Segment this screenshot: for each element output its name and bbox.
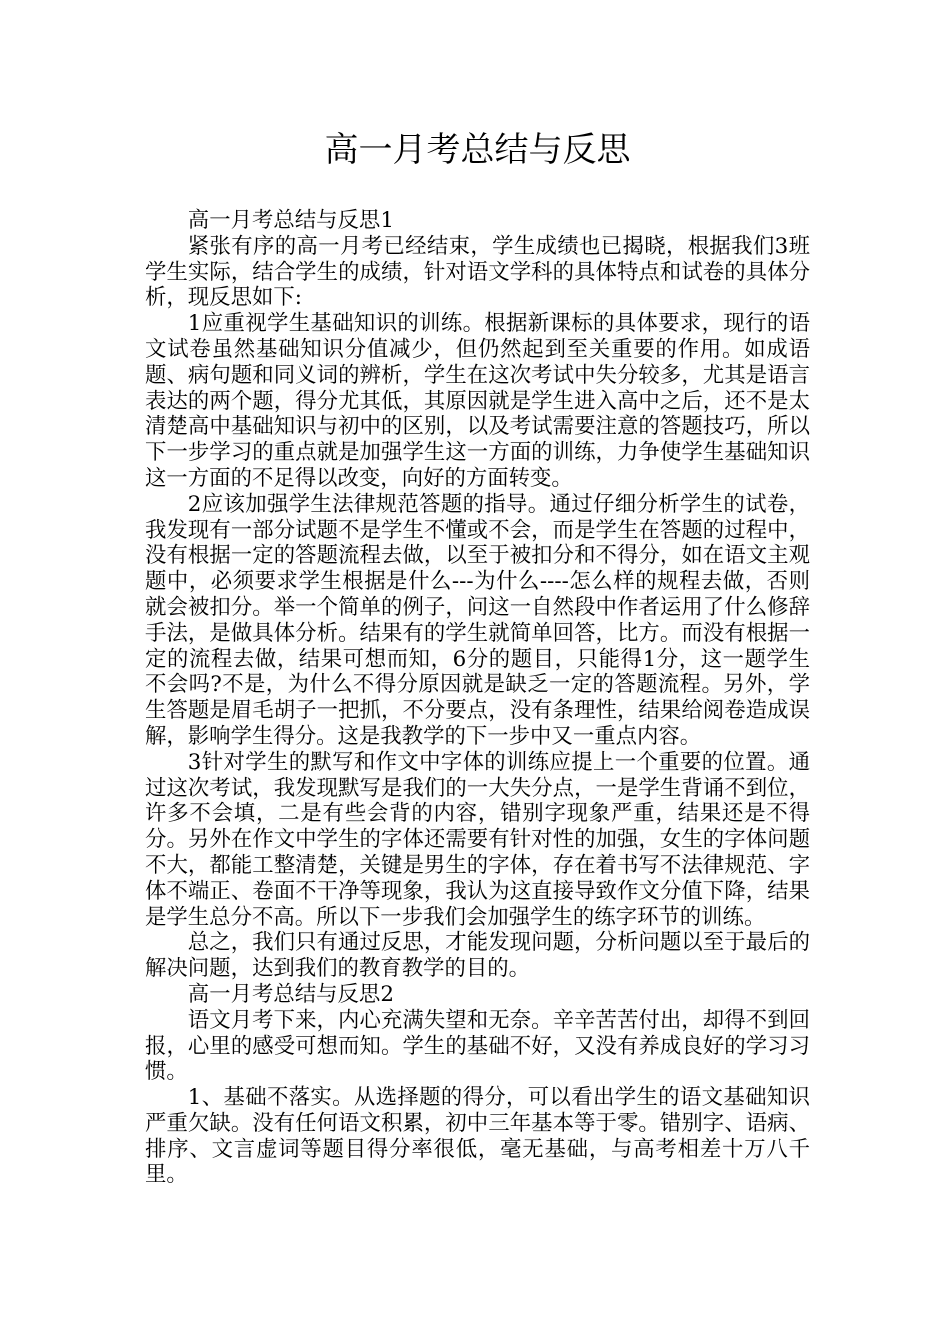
- paragraph-section2-intro: 语文月考下来，内心充满失望和无奈。辛辛苦苦付出，却得不到回报，心里的感受可想而知。学生的基础不好，又没有养成良好的学习习惯。: [145, 1007, 810, 1085]
- paragraph-point-2: 2应该加强学生法律规范答题的指导。通过仔细分析学生的试卷，我发现有一部分试题不是学生不懂或不会，而是学生在答题的过程中，没有根据一定的答题流程去做，以至于被扣分和不得分，如在语文主观题中，必须要求学生根据是什么---为什么----怎么样的规程去做，否则就会被扣分。举一个简单的例子，问这一自然段中作者运用了什么修辞手法，是做具体分析。结果有的学生就简单回答，比方。而没有根据一定的流程去做，结果可想而知，6分的题目，只能得1分，这一题学生不会吗?不是，为什么不得分原因就是缺乏一定的答题流程。另外，学生答题是眉毛胡子一把抓，不分要点，没有条理性，结果给阅卷造成误解，影响学生得分。这是我教学的下一步中又一重点内容。: [145, 491, 810, 749]
- document-page: [145, 128, 810, 1188]
- section-heading-1: 高一月考总结与反思1: [187, 208, 394, 233]
- paragraph-point-1: 1应重视学生基础知识的训练。根据新课标的具体要求，现行的语文试卷虽然基础知识分值减少，但仍然起到至关重要的作用。如成语题、病句题和同义词的辨析，学生在这次考试中失分较多，尤其是语言表达的两个题，得分尤其低，其原因就是学生进入高中之后，还不是太清楚高中基础知识与初中的区别，以及考试需要注意的答题技巧，所以下一步学习的重点就是加强学生这一方面的训练，力争使学生基础知识这一方面的不足得以改变，向好的方面转变。: [145, 311, 810, 491]
- paragraph-intro: 紧张有序的高一月考已经结束，学生成绩也已揭晓，根据我们3班学生实际，结合学生的成绩，针对语文学科的具体特点和试卷的具体分析，现反思如下:: [145, 233, 810, 311]
- paragraph-section2-point-1: 1、基础不落实。从选择题的得分，可以看出学生的语文基础知识严重欠缺。没有任何语文积累，初中三年基本等于零。错别字、语病、排序、文言虚词等题目得分率很低，毫无基础，与高考相差十万八千里。: [145, 1085, 810, 1188]
- document-title: 高一月考总结与反思: [324, 130, 631, 170]
- section-heading-2: 高一月考总结与反思2: [187, 981, 394, 1007]
- paragraph-point-3: 3针对学生的默写和作文中字体的训练应提上一个重要的位置。通过这次考试，我发现默写是我们的一大失分点，一是学生背诵不到位，许多不会填，二是有些会背的内容，错别字现象严重，结果还是不得分。另外在作文中学生的字体还需要有针对性的加强，女生的字体问题不大，都能工整清楚，关键是男生的字体，存在着书写不法律规范、字体不端正、卷面不干净等现象，我认为这直接导致作文分值下降，结果是学生总分不高。所以下一步我们会加强学生的练字环节的训练。: [145, 749, 810, 930]
- paragraph-conclusion: 总之，我们只有通过反思，才能发现问题，分析问题以至于最后的解决问题，达到我们的教育教学的目的。: [145, 930, 810, 982]
